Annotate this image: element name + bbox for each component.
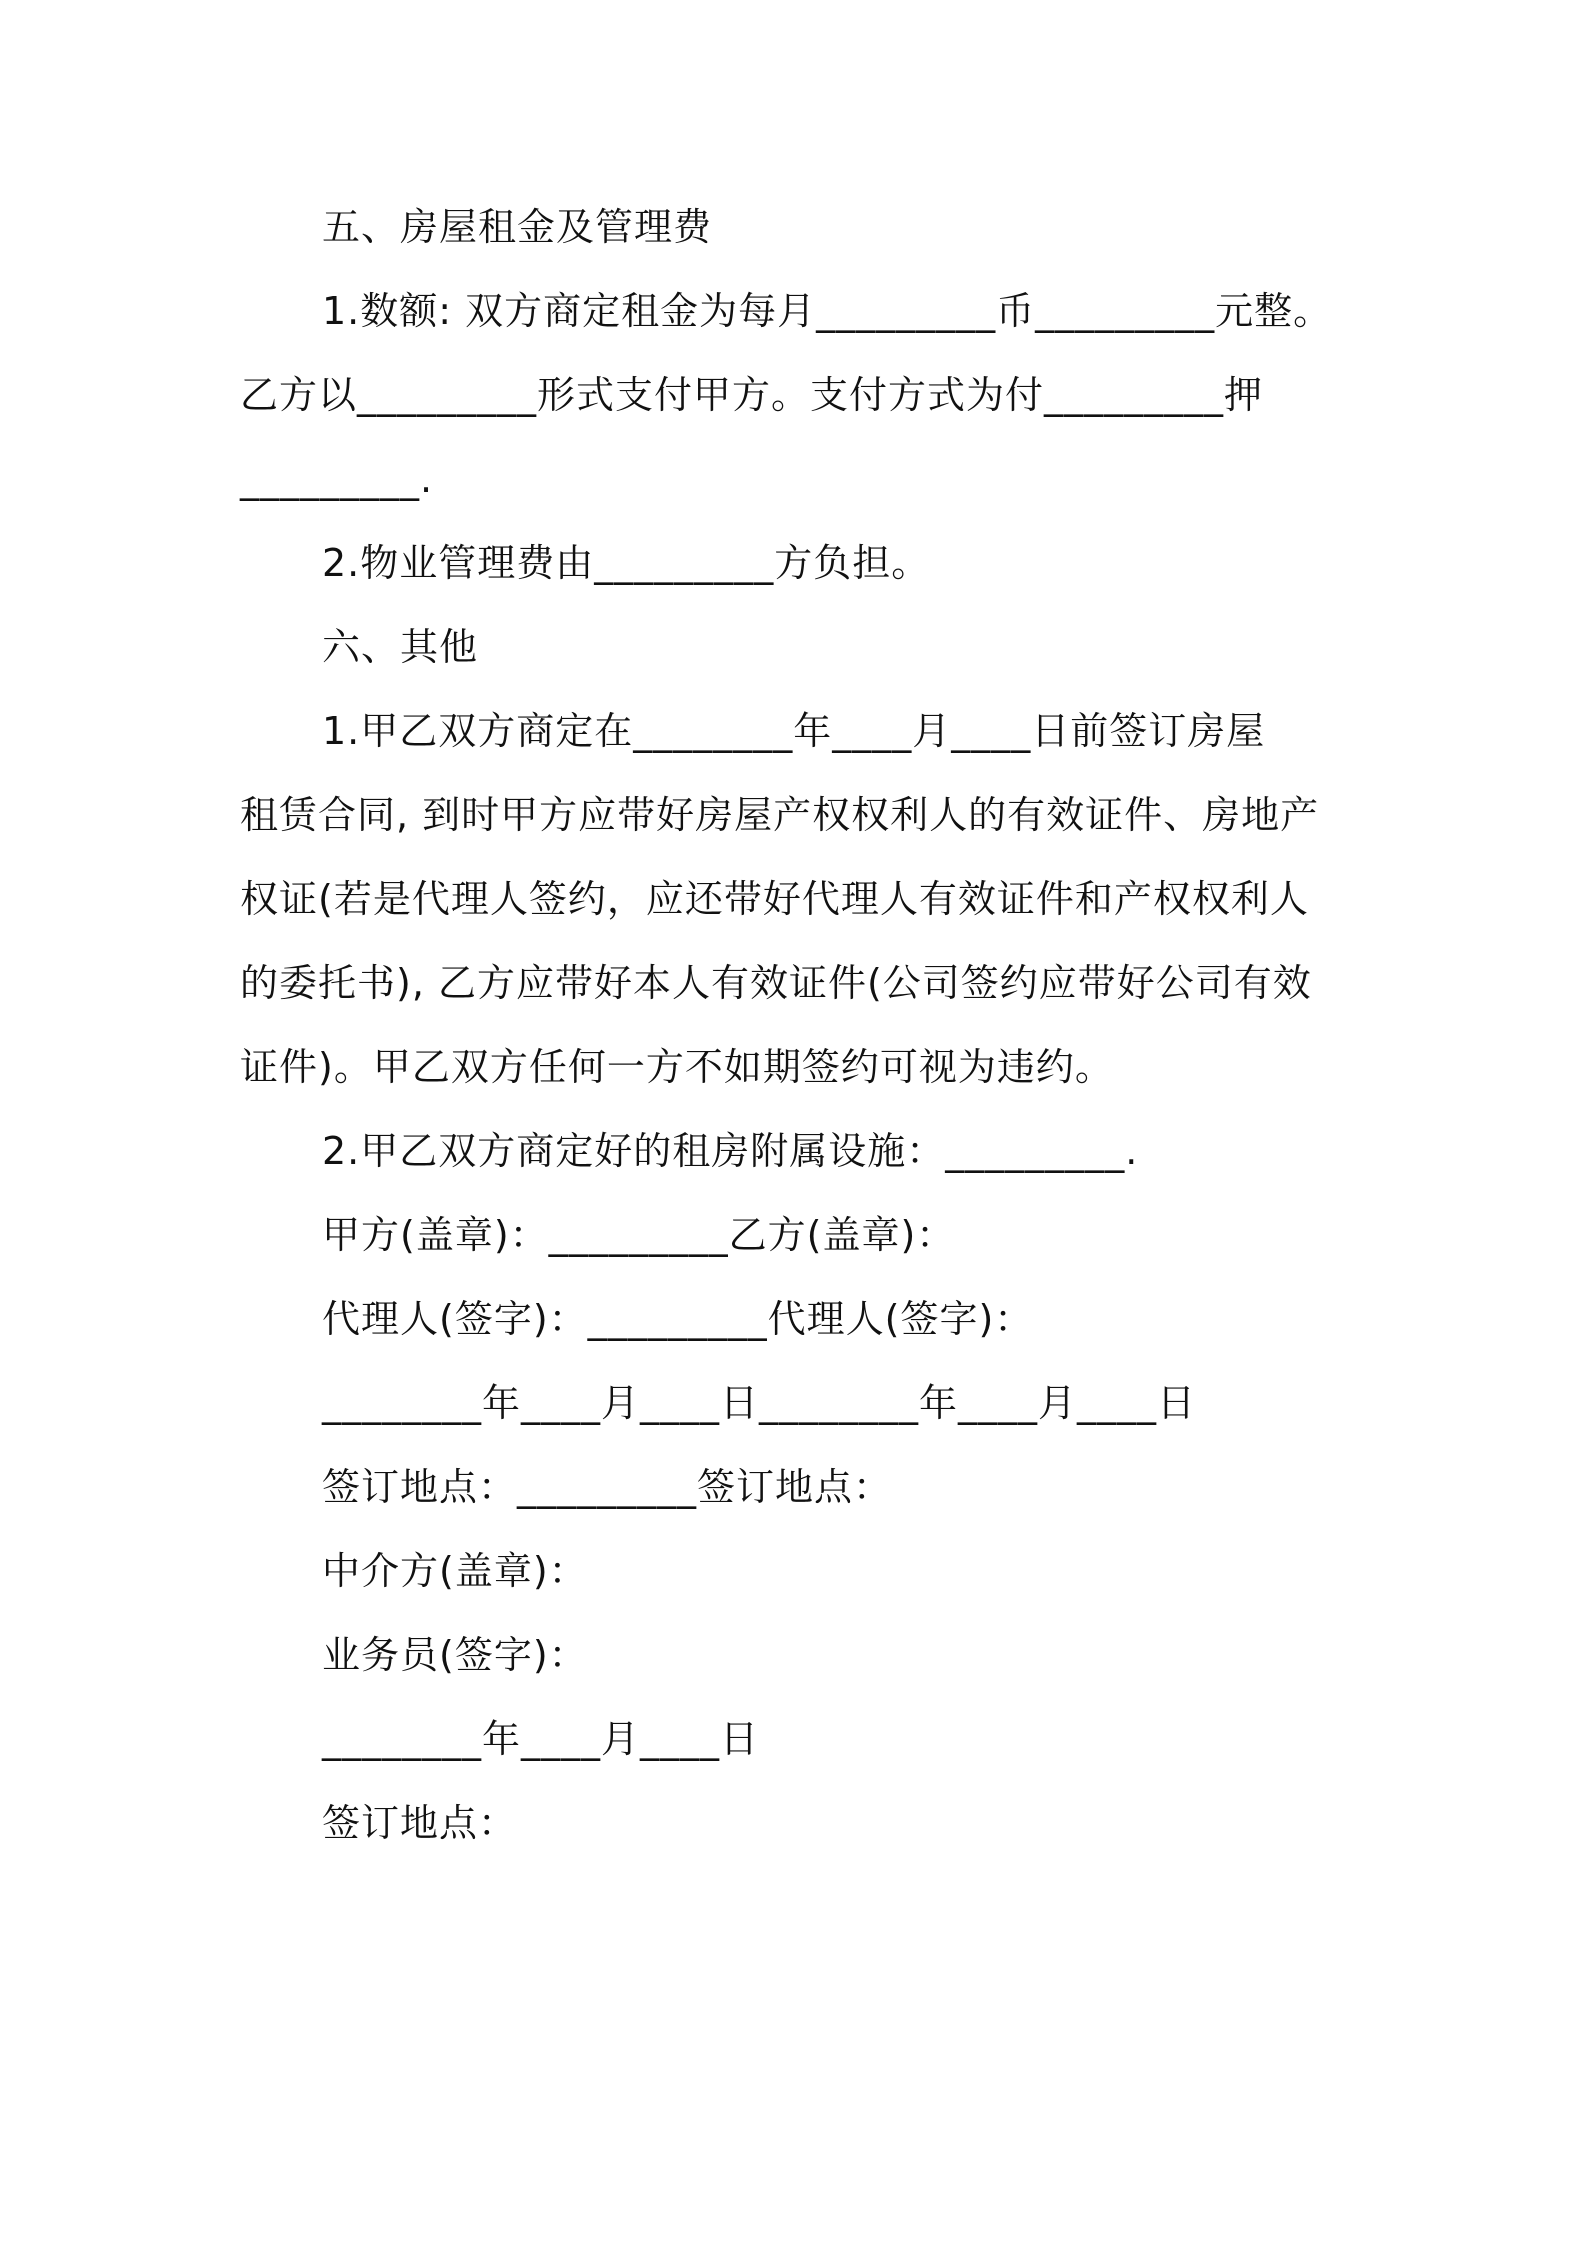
clause-management-fee: 2.物业管理费由_________方负担。 (322, 541, 931, 585)
intermediary-seal: 中介方(盖章)： (322, 1549, 588, 1593)
clause-rent-deposit: _________. (240, 457, 434, 501)
clause-sign-docs-3: 的委托书), 乙方应带好本人有效证件(公司签约应带好公司有效 (240, 961, 1312, 1005)
clause-sign-docs-2: 权证(若是代理人签约，应还带好代理人有效证件和产权权利人 (240, 877, 1309, 921)
clause-sign-docs-1: 租赁合同, 到时甲方应带好房屋产权权利人的有效证件、房地产 (240, 793, 1320, 837)
signature-dates: ________年____月____日________年____月____日 (322, 1381, 1197, 1425)
signature-places: 签订地点：_________签订地点： (322, 1465, 893, 1509)
signature-agents: 代理人(签字)：_________代理人(签字)： (322, 1297, 1034, 1341)
clause-sign-docs-4: 证件)。甲乙双方任何一方不如期签约可视为违约。 (240, 1045, 1114, 1089)
clause-rent-amount: 1.数额: 双方商定租金为每月_________币_________元整。 (322, 289, 1333, 333)
signature-party-seals: 甲方(盖章)：_________乙方(盖章)： (322, 1213, 956, 1257)
clause-rent-payment: 乙方以_________形式支付甲方。支付方式为付_________押 (240, 373, 1264, 417)
salesperson-signature: 业务员(签字)： (322, 1633, 588, 1677)
section-heading-rent: 五、房屋租金及管理费 (322, 205, 713, 249)
clause-facilities: 2.甲乙双方商定好的租房附属设施：_________. (322, 1129, 1139, 1173)
clause-sign-date: 1.甲乙双方商定在________年____月____日前签订房屋 (322, 709, 1266, 753)
intermediary-place: 签订地点： (322, 1801, 518, 1845)
section-heading-other: 六、其他 (322, 625, 479, 669)
intermediary-date: ________年____月____日 (322, 1717, 760, 1761)
